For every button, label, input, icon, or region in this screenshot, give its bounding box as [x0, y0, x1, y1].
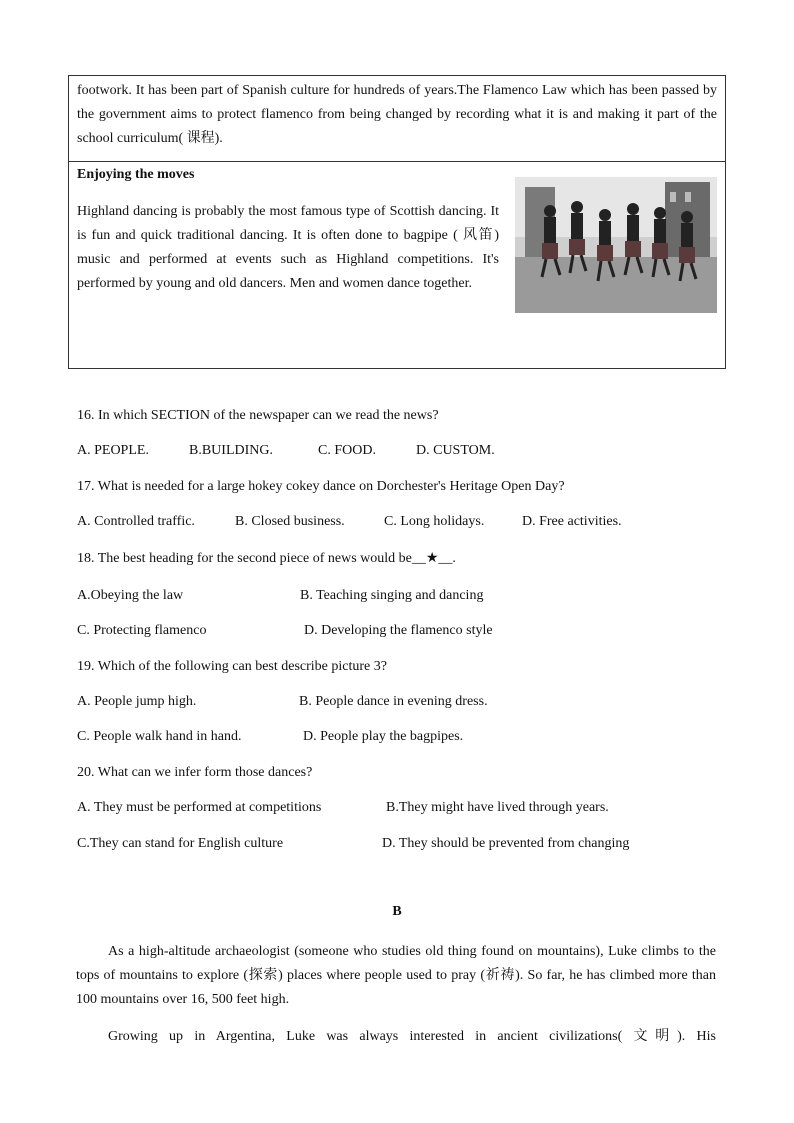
question-20: 20. What can we infer form those dances?	[77, 765, 313, 780]
option-16a: A. PEOPLE.	[77, 443, 149, 458]
option-19d: D. People play the bagpipes.	[303, 729, 464, 744]
highland-dancers-photo	[515, 177, 717, 313]
question-16: 16. In which SECTION of the newspaper can we read the news?	[77, 408, 439, 423]
option-18a: A.Obeying the law	[77, 588, 184, 603]
option-18c: C. Protecting flamenco	[77, 623, 207, 638]
flamenco-article-box	[68, 75, 726, 162]
option-17d: D. Free activities.	[522, 514, 622, 529]
option-16b: B.BUILDING.	[189, 443, 273, 458]
option-16c: C. FOOD.	[318, 443, 376, 458]
option-20a: A. They must be performed at competitions	[77, 800, 322, 815]
option-18d: D. Developing the flamenco style	[304, 623, 493, 638]
option-19b: B. People dance in evening dress.	[299, 694, 488, 709]
option-19a: A. People jump high.	[77, 694, 197, 709]
question-19: 19. Which of the following can best describe picture 3?	[77, 659, 387, 674]
question-18: 18. The best heading for the second piece of news would be__★__.	[77, 551, 456, 566]
question-17: 17. What is needed for a large hokey cokey dance on Dorchester's Heritage Open Day?	[77, 479, 565, 494]
option-16d: D. CUSTOM.	[416, 443, 495, 458]
flamenco-article-text: footwork. It has been part of Spanish culture for hundreds of years.The Flamenco Law which has been passed by the government aims to protect flamenco from being changed by recording what it is and making it part of the school curriculum( 课程).	[77, 83, 717, 146]
option-17c: C. Long holidays.	[384, 514, 485, 529]
highland-article-title: Enjoying the moves	[77, 167, 195, 182]
highland-article-text: Highland dancing is probably the most famous type of Scottish dancing. It is fun and quick traditional dancing. It is often done to bagpipe ( 风笛) music and performed at events such as Highland competitions. It's performed by young and old dancers. Men and women dance together.	[77, 204, 499, 291]
option-20c: C.They can stand for English culture	[77, 836, 284, 851]
section-b-heading: B	[392, 904, 402, 919]
option-18b: B. Teaching singing and dancing	[300, 588, 484, 603]
option-20d: D. They should be prevented from changing	[382, 836, 630, 851]
highland-article-box	[68, 160, 726, 369]
option-19c: C. People walk hand in hand.	[77, 729, 242, 744]
option-17a: A. Controlled traffic.	[77, 514, 195, 529]
option-17b: B. Closed business.	[235, 514, 345, 529]
section-b-paragraph-1: As a high-altitude archaeologist (someone who studies old thing found on mountains), Luke climbs to the tops of mountains to explore (探索) places where people used to pray (祈祷). So far, he has climbed more than 100 mountains over 16, 500 feet high.	[76, 944, 716, 1007]
section-b-paragraph-2: Growing up in Argentina, Luke was always interested in ancient civilizations( 文明). His	[108, 1029, 716, 1044]
option-20b: B.They might have lived through years.	[386, 800, 609, 815]
